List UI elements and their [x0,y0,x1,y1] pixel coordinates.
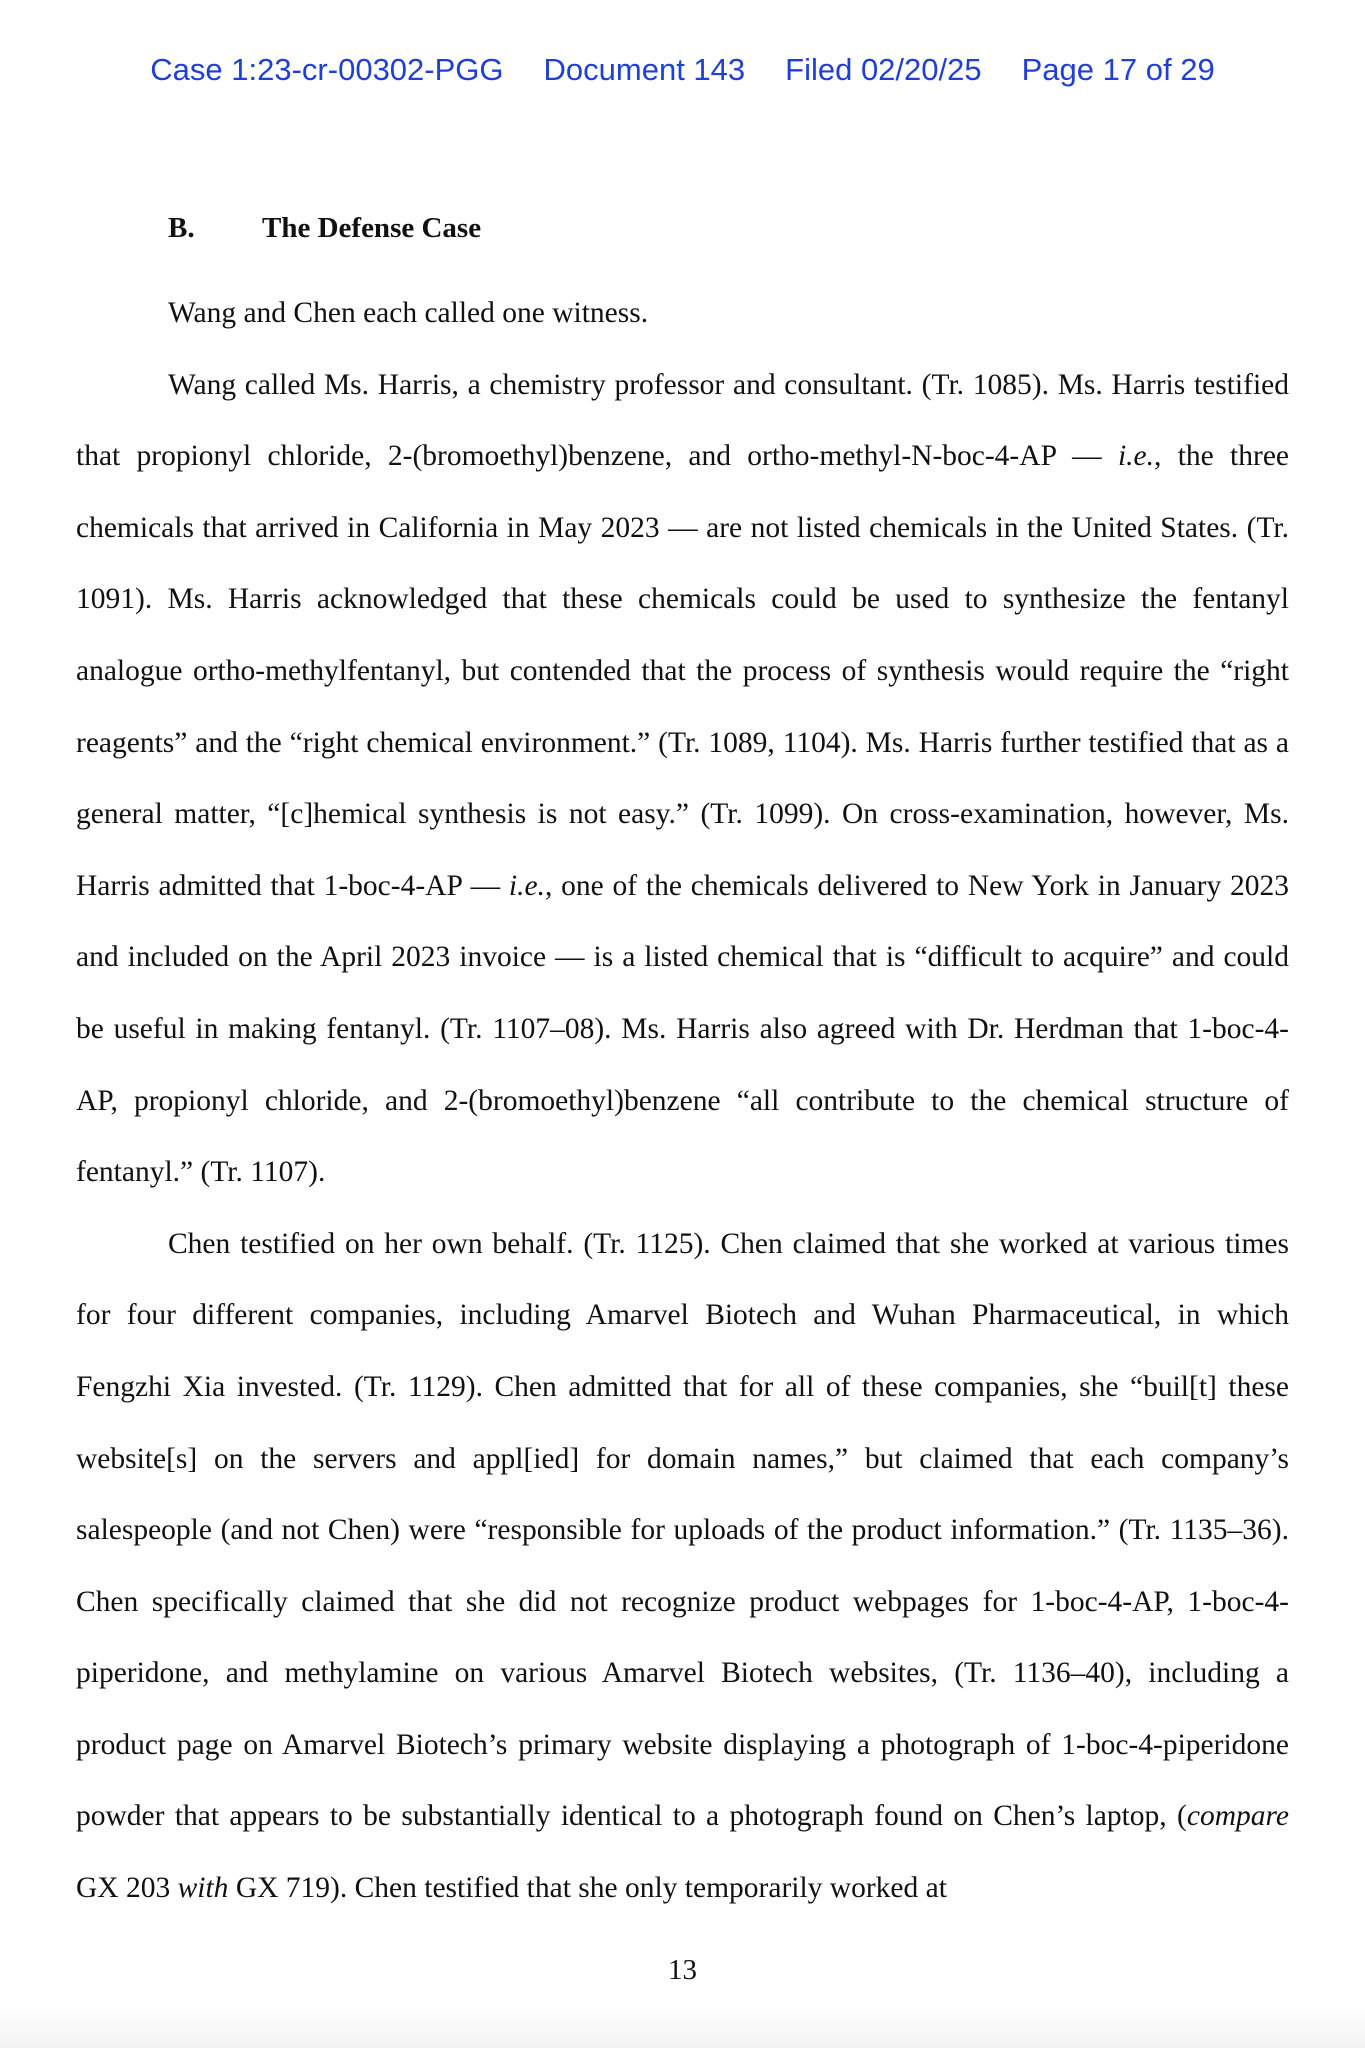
paragraph-harris-part-b: , the three chemicals that arrived in California in May 2023 — are not listed chemicals in the United States. (Tr. 1091). Ms. Harris acknowledged that these chemicals could be used to synthesize the fentanyl analogue ortho-methylfentanyl, but contended that the process of synthesis would require the “right reagents” and the “right chemical environment.” (Tr. 1089, 1104). Ms. Harris further testified that as a general matter, “[c]hemical synthesis is not easy.” (Tr. 1099). On cross-examination, however, Ms. Harris admitted that 1-boc-4-AP — [76,440,1289,902]
section-letter: B. [168,212,195,244]
paragraph-intro: Wang and Chen each called one witness. [168,297,649,329]
compare-signal: compare [1186,1800,1289,1833]
filed-date: Filed 02/20/25 [785,52,982,87]
paragraph-harris [76,350,1289,1209]
page-bottom-edge [0,2008,1365,2048]
with-signal: with [177,1872,229,1905]
section-title: The Defense Case [262,212,482,244]
ie-abbrev: i.e. [1117,440,1155,473]
page-indicator: Page 17 of 29 [1021,52,1215,87]
ecf-header [0,52,1365,88]
paragraph-harris-part-a: Wang called Ms. Harris, a chemistry professor and consultant. (Tr. 1085). Ms. Harris testified that propionyl chloride, 2-(bromoethyl)benzene, and ortho-methyl-N-boc-4-AP — [76,368,1289,473]
case-number: Case 1:23-cr-00302-PGG [150,52,504,87]
ie-abbrev: i.e. [508,869,545,902]
page-number: 13 [668,1954,697,1986]
document-body [76,278,1289,1925]
paragraph-harris-part-c: , one of the chemicals delivered to New York in January 2023 and included on the April 2023 invoice — is a listed chemical that is “difficult to acquire” and could be useful in making fentanyl. (Tr. 1107–08). Ms. Harris also agreed with Dr. Herdman that 1-boc-4-AP, propionyl chloride, and 2-(bromoethyl)benzene “all contribute to the chemical structure of fentanyl.” (Tr. 1107). [76,869,1290,1189]
document-number: Document 143 [543,52,746,87]
paragraph-chen [76,1209,1289,1925]
section-heading [168,212,481,245]
paragraph-chen-part-a: Chen testified on her own behalf. (Tr. 1125). Chen claimed that she worked at various times for four different companies, including Amarvel Biotech and Wuhan Pharmaceutical, in which Fengzhi Xia invested. (Tr. 1129). Chen admitted that for all of these companies, she “buil[t] these website[s] on the servers and appl[ied] for domain names,” but claimed that each company’s salespeople (and not Chen) were “responsible for uploads of the product information.” (Tr. 1135–36). Chen specifically claimed that she did not recognize product webpages for 1-boc-4-AP, 1-boc-4-piperidone, and methylamine on various Amarvel Biotech websites, (Tr. 1136–40), including a product page on Amarvel Biotech’s primary website displaying a photograph of 1-boc-4-piperidone powder that appears to be substantially identical to a photograph found on Chen’s laptop, ( [76,1227,1289,1833]
paragraph-chen-part-b: GX 203 [76,1872,178,1905]
paragraph-chen-part-c: GX 719). Chen testified that she only temporarily worked at [228,1872,947,1905]
